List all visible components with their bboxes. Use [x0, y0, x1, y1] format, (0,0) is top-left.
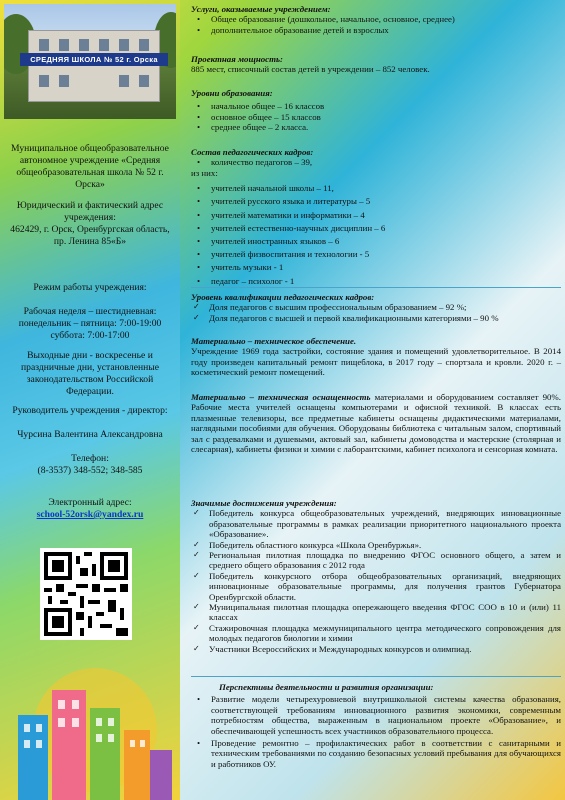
qualification-title: Уровень квалификации педагогических кадров: — [191, 292, 375, 302]
check-item: ✓ Победитель областного конкурса «Школа Оренбуржья». — [191, 540, 561, 550]
staff-title: Состав педагогических кадров: — [191, 147, 314, 157]
address-title: Юридический и фактический адрес учреждения: — [16, 200, 164, 223]
head-name: Чурсина Валентина Александровна — [17, 429, 163, 440]
staff-section — [191, 147, 561, 288]
saturday-hours: суббота: 7:00-17:00 — [50, 330, 130, 341]
staff-of-them: из них: — [191, 167, 218, 178]
right-column — [191, 0, 561, 800]
address: 462429, г. Орск, Оренбургская область, пр. Ленина 85«Б» — [10, 224, 170, 247]
city-buildings-icon — [0, 660, 180, 800]
divider — [191, 287, 561, 288]
list-item: • основное общее – 15 классов — [191, 112, 561, 122]
list-item: • учителей русского языка и литературы – 5 — [191, 195, 561, 208]
divider — [191, 676, 561, 677]
list-item: • учителей естественно-научных дисциплин – 6 — [191, 222, 561, 235]
email-title: Электронный адрес: — [48, 497, 132, 508]
list-item: • учителей физвоспитания и технологии - 5 — [191, 248, 561, 261]
email-link[interactable]: school-52orsk@yandex.ru — [36, 509, 144, 520]
school-sign: СРЕДНЯЯ ШКОЛА № 52 г. Орска — [20, 53, 168, 66]
equipment-title: Материально – техническая оснащенность — [191, 392, 371, 402]
levels-section — [191, 88, 561, 133]
check-item: ✓ Победитель конкурсного отбора общеобразовательных организаций, внедряющих инновационные образовательные программы, для получения грантов Губернатора Оренбургской области. — [191, 571, 561, 602]
list-item: • учитель музыки - 1 — [191, 261, 561, 274]
qualification-section — [191, 292, 561, 323]
school-photo — [4, 4, 176, 119]
equipment-text: материалами и оборудованием составляет 90%. Рабочие места учителей оснащены компьютерами и офисной техникой. В классах есть плазменные телевизоры, все предметные кабинеты оснащены дидактическими материалами, наглядными пособиями для обучения. Оборудованы библиотека с читальным залом, спортивный зал с раздевалками и душевыми, актовый зал, кабинеты домоводства и мастерские (столярная и слесарная), кабинеты физики и химии с лаборантскими, кабинет психолога и сенсорная комната. — [191, 392, 562, 455]
prospects-section — [191, 682, 561, 769]
capacity-text: 885 мест, списочный состав детей в учреждении – 852 человек. — [191, 64, 430, 75]
week-title: Рабочая неделя – шестидневная: — [23, 306, 157, 317]
achievements-section — [191, 498, 561, 654]
check-item: ✓ Муниципальная пилотная площадка опережающего введения ФГОС СОО в 10 и (или) 11 классах — [191, 602, 561, 623]
list-item: • педагог – психолог - 1 — [191, 275, 561, 288]
technical-text: Учреждение 1969 года застройки, состояние здания и помещений удовлетворительное. В 2014 году произведен капитальный ремонт пищеблока, в 2017 году – спортзала и кровли. 2020 г. – косметический ремонт помещений. — [191, 346, 561, 378]
org-name: Муниципальное общеобразовательное автономное учреждение «Средняя общеобразовательная школа № 52 г. Орска» — [11, 143, 169, 190]
phone-title: Телефон: — [71, 453, 109, 464]
equipment-section — [191, 392, 561, 454]
services-section — [191, 4, 561, 35]
levels-title: Уровни образования: — [191, 88, 273, 98]
achievements-title: Значимые достижения учреждения: — [191, 498, 337, 508]
weekdays-hours: понедельник – пятница: 7:00-19:00 — [18, 318, 162, 329]
list-item: • Общее образование (дошкольное, начальное, основное, среднее) — [191, 14, 561, 24]
prospects-title: Перспективы деятельности и развития организации: — [219, 682, 434, 692]
capacity-section — [191, 54, 561, 75]
check-item: ✓ Победитель конкурса общеобразовательных учреждений, внедряющих инновационные образовательные программы в рамках реализации приоритетного национального проекта «Образование». — [191, 508, 561, 539]
check-item: ✓ Доля педагогов с высшим профессиональным образованием – 92 %; — [191, 302, 561, 312]
services-title: Услуги, оказываемые учреждением: — [191, 4, 331, 14]
list-item: • Проведение ремонтно – профилактических работ в соответствии с санитарными и техническим требованиями по созданию безопасных условий пребывания для обучающихся и работников ОУ. — [191, 738, 561, 769]
technical-section — [191, 336, 561, 378]
check-item: ✓ Участники Всероссийских и Международных конкурсов и олимпиад. — [191, 644, 561, 654]
list-item: • дополнительное образование детей и взрослых — [191, 25, 561, 35]
technical-title: Материально – техническое обеспечение. — [191, 336, 357, 346]
staff-count: • количество педагогов – 39, — [191, 157, 561, 167]
check-item: ✓ Региональная пилотная площадка по внедрению ФГОС основного общего, а затем и среднего общего образования с 2012 года — [191, 550, 561, 571]
schedule-title: Режим работы учреждения: — [33, 282, 147, 293]
capacity-title: Проектная мощность: — [191, 54, 283, 64]
phones: (8-3537) 348-552; 348-585 — [37, 465, 143, 476]
head-title: Руководитель учреждения - директор: — [12, 405, 168, 416]
holidays: Выходные дни - воскресенье и праздничные дни, установленные законодательством Российской Федерации. — [21, 350, 159, 397]
check-item: ✓ Доля педагогов с высшей и первой квалификационными категориями – 90 % — [191, 313, 561, 323]
list-item: • учителей математики и информатики – 4 — [191, 209, 561, 222]
list-item: • начальное общее – 16 классов — [191, 101, 561, 111]
list-item: • среднее общее – 2 класса. — [191, 122, 561, 132]
qr-code-icon[interactable] — [40, 548, 132, 640]
list-item: • Развитие модели четырехуровневой внутришкольной системы качества образования, соответствующей требованиям инновационного развития экономики, современным потребностям общества, выраженным в национальном проекте «Образование», и обеспечивающей успешность всех участников образовательного процесса. — [191, 694, 561, 736]
left-column — [0, 0, 180, 800]
check-item: ✓ Стажировочная площадка межмуниципального центра методического сопровождения для молодых педагогов биологии и химии — [191, 623, 561, 644]
list-item: • учителей начальной школы – 11, — [191, 182, 561, 195]
list-item: • учителей иностранных языков – 6 — [191, 235, 561, 248]
